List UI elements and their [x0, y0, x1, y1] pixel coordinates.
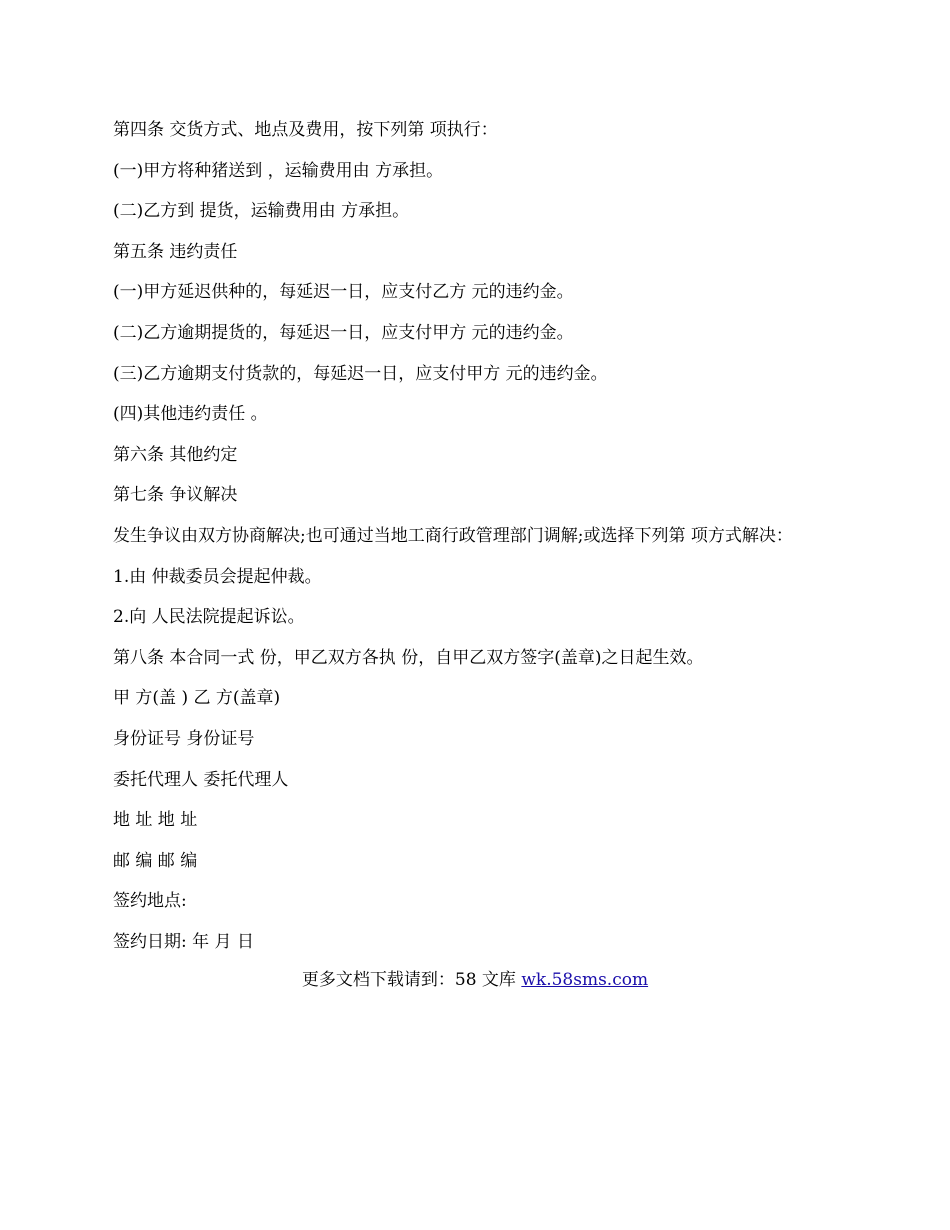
clause-4-item-1: (一)甲方将种猪送到 ，运输费用由 方承担。 [113, 160, 444, 181]
clause-7-option-1: 1.由 仲裁委员会提起仲裁。 [113, 566, 322, 587]
clause-6-title: 第六条 其他约定 [113, 444, 238, 465]
postcode-line: 邮 编 邮 编 [113, 850, 198, 871]
document-body [113, 110, 873, 962]
clause-8-text: 第八条 本合同一式 份，甲乙双方各执 份，自甲乙双方签字(盖章)之日起生效。 [113, 647, 704, 668]
clause-4-item-2: (二)乙方到 提货，运输费用由 方承担。 [113, 201, 410, 222]
clause-5-item-4: (四)其他违约责任 。 [113, 404, 268, 425]
clause-7-option-2: 2.向 人民法院提起诉讼。 [113, 607, 305, 628]
clause-4-title: 第四条 交货方式、地点及费用，按下列第 项执行： [113, 120, 498, 140]
clause-7-title: 第七条 争议解决 [113, 485, 238, 506]
signature-party-line: 甲 方(盖 ) 乙 方(盖章) [113, 688, 281, 709]
clause-5-item-1: (一)甲方延迟供种的，每延迟一日，应支付乙方 元的违约金。 [113, 282, 574, 303]
clause-5-item-3: (三)乙方逾期支付货款的，每延迟一日，应支付甲方 元的违约金。 [113, 363, 608, 384]
footer-link[interactable]: wk.58sms.com [521, 970, 649, 990]
signing-date-line: 签约日期: 年 月 日 [113, 931, 254, 952]
address-line: 地 址 地 址 [113, 810, 198, 831]
signing-place-line: 签约地点: [113, 891, 187, 912]
footer-prefix-text: 更多文档下载请到：58 文库 [301, 970, 522, 990]
agent-line: 委托代理人 委托代理人 [113, 769, 289, 790]
clause-5-title: 第五条 违约责任 [113, 241, 238, 262]
id-number-line: 身份证号 身份证号 [113, 728, 255, 749]
footer [0, 964, 950, 996]
clause-7-text: 发生争议由双方协商解决;也可通过当地工商行政管理部门调解;或选择下列第 项方式解决： [113, 525, 793, 546]
clause-5-item-2: (二)乙方逾期提货的，每延迟一日，应支付甲方 元的违约金。 [113, 322, 574, 343]
